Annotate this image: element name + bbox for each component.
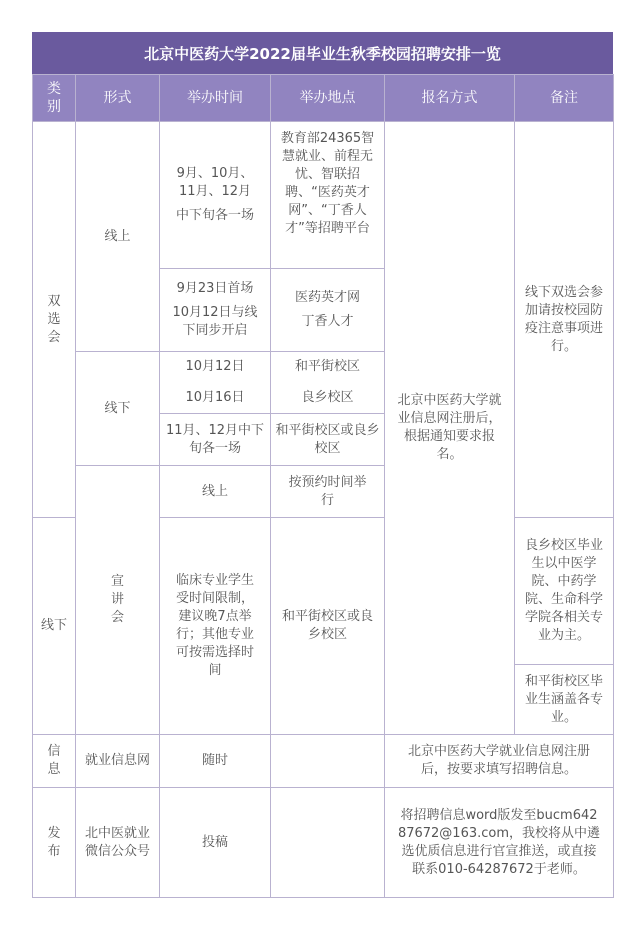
table-row	[33, 122, 614, 269]
fair-online-time2	[160, 269, 271, 352]
fair-offline-place3: 和平街校区或良乡校区	[271, 414, 385, 466]
table-title: 北京中医药大学2022届毕业生秋季校园招聘安排一览	[32, 32, 613, 74]
fair-category: 双选会	[47, 293, 61, 345]
fair-online-place2b: 丁香人才	[301, 314, 354, 329]
fair-online-time1a: 9月、10月、11月、12月	[176, 166, 254, 199]
fair-online-place1: 教育部24365智慧就业、前程无忧、智联招聘、“医药英才网”、“丁香人才”等招聘平台	[271, 122, 385, 269]
publish-form: 北中医就业微信公众号	[76, 788, 160, 898]
fair-online-time2a: 9月23日首场	[176, 281, 254, 296]
publish-category: 发布	[47, 825, 61, 859]
publish-desc: 将招聘信息word版发至bucm64287672@163.com，我校将从中遴选优质信息进行官宣推送，或直接联系010-64287672于老师。	[385, 788, 614, 898]
fair-online-time1	[160, 122, 271, 269]
table-row	[33, 788, 614, 898]
fair-category-cell	[33, 122, 76, 518]
schedule-table	[32, 74, 614, 898]
info-form: 就业信息网	[76, 735, 160, 788]
info-category-cell	[33, 735, 76, 788]
talk-note1: 良乡校区毕业生以中医学院、中药学院、生命科学学院各相关专业为主。	[515, 518, 614, 665]
fair-offline-time3: 11月、12月中下旬各一场	[160, 414, 271, 466]
header-time: 举办时间	[160, 75, 271, 122]
talk-online-form: 线上	[160, 466, 271, 518]
signup-common: 北京中医药大学就业信息网注册后，根据通知要求报名。	[385, 122, 515, 735]
talk-note2: 和平街校区毕业生涵盖各专业。	[515, 665, 614, 735]
talk-offline-place: 和平街校区或良乡校区	[271, 518, 385, 735]
publish-place	[271, 788, 385, 898]
fair-offline-place1: 和平街校区	[271, 352, 385, 383]
table-row	[33, 735, 614, 788]
header-note: 备注	[515, 75, 614, 122]
talk-category: 宣讲会	[110, 574, 124, 625]
fair-note: 线下双选会参加请按校园防疫注意事项进行。	[515, 122, 614, 518]
schedule-table-container	[32, 32, 613, 898]
fair-offline-form: 线下	[76, 352, 160, 466]
fair-online-place2	[271, 269, 385, 352]
header-form: 形式	[76, 75, 160, 122]
talk-offline-time: 临床专业学生受时间限制，建议晚7点举行；其他专业可按需选择时间	[160, 518, 271, 735]
info-place	[271, 735, 385, 788]
header-place: 举办地点	[271, 75, 385, 122]
fair-online-time2b: 10月12日与线下同步开启	[172, 305, 258, 338]
header-row	[33, 75, 614, 122]
publish-time: 投稿	[160, 788, 271, 898]
info-desc: 北京中医药大学就业信息网注册后，按要求填写招聘信息。	[385, 735, 614, 788]
info-time: 随时	[160, 735, 271, 788]
header-signup: 报名方式	[385, 75, 515, 122]
header-type: 类别	[33, 75, 76, 122]
fair-offline-time1: 10月12日	[160, 352, 271, 383]
fair-online-form: 线上	[76, 122, 160, 352]
publish-category-cell	[33, 788, 76, 898]
fair-offline-time2: 10月16日	[160, 383, 271, 414]
fair-online-time1b: 中下旬各一场	[175, 208, 254, 223]
info-category: 信息	[47, 744, 61, 777]
talk-offline-form: 线下	[33, 518, 76, 735]
talk-category-cell	[76, 466, 160, 735]
talk-online-time: 按预约时间举行	[271, 466, 385, 518]
fair-offline-place2: 良乡校区	[271, 383, 385, 414]
fair-online-place2a: 医药英才网	[294, 290, 360, 305]
